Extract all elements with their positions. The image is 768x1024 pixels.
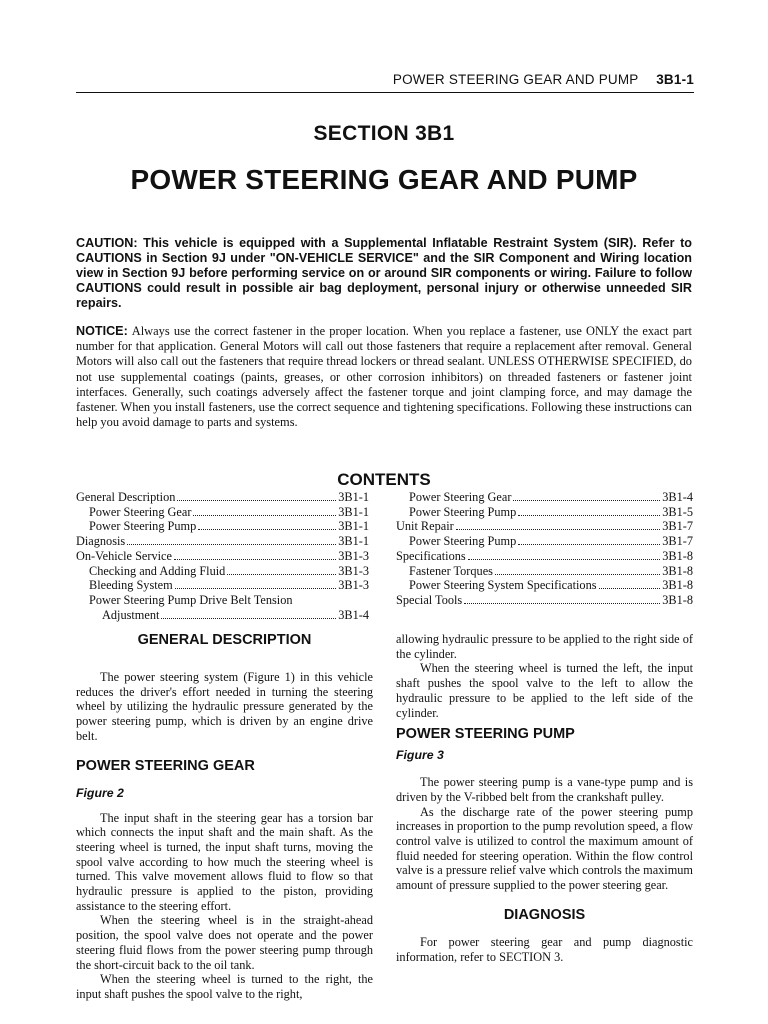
toc-entry-page: 3B1-1 (338, 519, 369, 534)
contents-heading: CONTENTS (337, 470, 431, 489)
toc-leader (193, 515, 336, 516)
toc-entry-label: Specifications (396, 548, 466, 563)
figure-3-reference: Figure 3 (396, 748, 444, 763)
toc-entry-page: 3B1-1 (338, 504, 369, 519)
toc-entry[interactable] (396, 505, 693, 520)
toc-entry[interactable] (396, 534, 693, 549)
page-number: 3B1-1 (656, 72, 694, 87)
gear-paragraph-3-continued: allowing hydraulic pressure to be applied to the right side of the cylinder. (396, 632, 693, 661)
toc-entry-label: Power Steering Pump (409, 534, 517, 549)
toc-entry-label: Bleeding System (89, 578, 173, 593)
toc-entry[interactable] (76, 549, 369, 564)
toc-entry[interactable] (76, 519, 369, 534)
gear-paragraph-1: The input shaft in the steering gear has a torsion bar which connects the input shaft and the main shaft. As the steering wheel is turned, the input shaft turns, moving the spool valve according to how much the steering wheel is turned. This valve movement allows fluid to flow so that hydraulic pressure is applied to the piston, providing assistance to the steering effort. (76, 810, 373, 913)
toc-entry-page: 3B1-1 (338, 490, 369, 504)
gear-paragraph-4: When the steering wheel is turned the left, the input shaft pushes the spool valve to the left to allow the hydraulic pressure to be applied to the left side of the cylinder. (396, 661, 693, 720)
toc-entry[interactable] (76, 564, 369, 579)
body-column-left (76, 632, 373, 1002)
toc-leader (495, 574, 660, 575)
general-description-heading: GENERAL DESCRIPTION (137, 632, 312, 648)
notice-text: Always use the correct fastener in the proper location. When you replace a fastener, use ONLY the exact part number for that application. General Motors will call out those fasteners that require a replacement after removal. General Motors will also call out the fasteners that require thread lockers or thread sealant. UNLESS OTHERWISE SPECIFIED, do not use supplemental coatings (paints, greases, or other corrosion inhibitors) on threaded fasteners or fastener joint interfaces. Generally, such coatings adversely affect the fastener torque and joint clamping force, and may damage the fastener. When you install fasteners, use the correct sequence and tightening specifications. Following these instructions can help you avoid damage to parts and systems. (76, 324, 692, 430)
toc-entry-page: 3B1-8 (662, 563, 693, 578)
toc-leader (198, 529, 336, 530)
toc-entry[interactable] (76, 578, 369, 593)
toc-entry-page: 3B1-3 (338, 578, 369, 593)
toc-entry-label: Power Steering Pump (409, 504, 517, 519)
diagnosis-heading: DIAGNOSIS (503, 906, 586, 923)
caution-text: CAUTION: This vehicle is equipped with a Supplemental Inflatable Restraint System (SIR). Refer to CAUTIONS in Section 9J under "ON-VEHICLE SERVICE" and the SIR Component and Wiring location view in Section 9J before performing service on or around SIR components or wiring. Failure to follow CAUTIONS could result in possible air bag deployment, personal injury or otherwise unneeded SIR repairs. (76, 236, 692, 310)
toc-entry-label: Power Steering Pump (89, 519, 197, 534)
toc-entry-label: Power Steering Gear (89, 504, 192, 519)
toc-leader (127, 544, 336, 545)
toc-leader (161, 618, 336, 619)
header-rule (76, 92, 694, 93)
section-number: SECTION 3B1 (313, 122, 455, 145)
toc-entry[interactable] (396, 564, 693, 579)
toc-entry-label: Diagnosis (76, 534, 126, 549)
body-column-right (396, 632, 693, 964)
toc-entry[interactable] (76, 608, 369, 623)
contents-list-left (76, 490, 369, 622)
toc-leader (464, 603, 660, 604)
gear-paragraph-2: When the steering wheel is in the straight-ahead position, the spool valve does not operate and the power steering fluid flows from the power steering pump through the short-circuit back to the oil tank. (76, 913, 373, 972)
toc-entry-page: 3B1-3 (338, 563, 369, 578)
toc-entry-page: 3B1-5 (662, 504, 693, 519)
toc-entry-label: Power Steering Gear (409, 490, 512, 504)
toc-entry-page: 3B1-4 (338, 607, 369, 622)
toc-leader (468, 559, 661, 560)
pump-paragraph-2: As the discharge rate of the power steering pump increases in proportion to the pump revolution speed, a flow control valve is utilized to control the maximum amount of fluid needed for steering operation. Within the flow control valve is a pressure relief valve which controls the maximum amount of pressure supplied to the power steering gear. (396, 804, 693, 893)
toc-leader (513, 500, 660, 501)
power-steering-gear-heading: POWER STEERING GEAR (76, 757, 255, 774)
toc-entry-page: 3B1-7 (662, 519, 693, 534)
toc-entry-label: General Description (76, 490, 176, 504)
pump-paragraph-1: The power steering pump is a vane-type pump and is driven by the V-ribbed belt from the crankshaft pulley. (396, 775, 693, 804)
toc-leader (174, 559, 336, 560)
toc-entry-label: Adjustment (102, 607, 160, 622)
toc-entry-page: 3B1-1 (338, 534, 369, 549)
toc-entry[interactable] (396, 549, 693, 564)
page-title: POWER STEERING GEAR AND PUMP (130, 164, 638, 195)
notice-block (76, 324, 692, 430)
toc-entry[interactable] (396, 578, 693, 593)
running-header (260, 72, 694, 87)
toc-entry-page: 3B1-8 (662, 578, 693, 593)
toc-entry-label: Special Tools (396, 592, 463, 607)
toc-leader (599, 588, 661, 589)
toc-entry-page: 3B1-7 (662, 534, 693, 549)
toc-leader (518, 544, 660, 545)
notice-label: NOTICE: (76, 324, 128, 338)
diagnosis-text: For power steering gear and pump diagnostic information, refer to SECTION 3. (396, 934, 693, 964)
toc-entry[interactable] (396, 490, 693, 505)
toc-entry-page: 3B1-4 (662, 490, 693, 504)
toc-leader (456, 529, 661, 530)
gear-paragraph-3: When the steering wheel is turned to the right, the input shaft pushes the spool valve to the right, (76, 972, 373, 1001)
toc-entry-label: On-Vehicle Service (76, 548, 172, 563)
figure-2-reference: Figure 2 (76, 785, 124, 800)
toc-entry-page: 3B1-3 (338, 548, 369, 563)
toc-entry[interactable] (76, 490, 369, 505)
toc-entry[interactable] (396, 519, 693, 534)
running-title: POWER STEERING GEAR AND PUMP (392, 72, 639, 87)
toc-entry[interactable] (76, 534, 369, 549)
toc-entry-label: Power Steering Pump Drive Belt Tension (89, 592, 293, 607)
toc-leader (175, 588, 337, 589)
toc-leader (177, 500, 336, 501)
toc-entry-page: 3B1-8 (662, 592, 693, 607)
general-description-text: The power steering system (Figure 1) in this vehicle reduces the driver's effort needed in turning the steering wheel by utilizing the hydraulic pressure generated by the power steering pump, which is driven by an engine drive belt. (76, 670, 373, 743)
contents-list-right (396, 490, 693, 608)
toc-entry-label: Fastener Torques (409, 563, 493, 578)
toc-leader (227, 574, 336, 575)
power-steering-pump-heading: POWER STEERING PUMP (396, 726, 575, 743)
toc-leader (518, 515, 660, 516)
toc-entry[interactable] (396, 593, 693, 608)
toc-entry-label: Power Steering System Specifications (409, 578, 597, 593)
toc-entry-label: Unit Repair (396, 519, 454, 534)
toc-entry-label: Checking and Adding Fluid (89, 563, 226, 578)
toc-entry[interactable] (76, 593, 369, 608)
toc-entry[interactable] (76, 505, 369, 520)
toc-entry-page: 3B1-8 (662, 548, 693, 563)
